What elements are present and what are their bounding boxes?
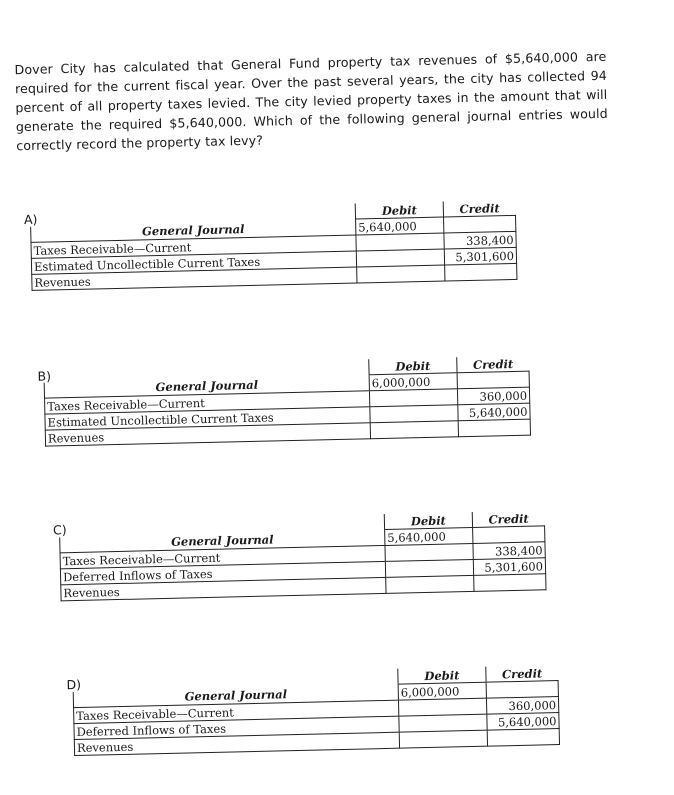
credit-cell: 360,000	[457, 387, 529, 405]
account-cell: Taxes Receivable—Current	[31, 235, 356, 258]
credit-cell: 5,301,600	[444, 247, 516, 265]
debit-cell: 5,640,000	[385, 527, 473, 545]
account-cell: Estimated Uncollectible Current Taxes	[45, 407, 370, 430]
journal-table	[72, 665, 560, 756]
account-cell: Revenues	[74, 732, 399, 755]
credit-cell: 5,640,000	[458, 403, 530, 421]
question-text: Dover City has calculated that General Fund property tax revenues of $5,640,000 are required for the current fiscal year. Over the past several years, the city has collected 94 percent of all property taxes levied. The city levied property taxes in the amount that will generate the required $5,640,000. Which of the following general journal entries would correctly record the property tax levy?	[14, 48, 608, 153]
journal-header: General Journal	[73, 684, 398, 707]
journal-table	[59, 510, 547, 601]
credit-cell: 338,400	[444, 231, 516, 249]
journal-header: General Journal	[31, 219, 356, 242]
account-cell: Taxes Receivable—Current	[45, 391, 370, 414]
account-cell: Deferred Inflows of Taxes	[74, 716, 399, 739]
credit-header: Credit	[457, 356, 529, 373]
account-cell: Estimated Uncollectible Current Taxes	[31, 251, 356, 274]
option-label: D)	[66, 676, 82, 693]
credit-cell: 5,640,000	[487, 713, 559, 731]
credit-header: Credit	[486, 665, 558, 682]
credit-header: Credit	[443, 200, 515, 217]
account-cell: Revenues	[32, 267, 357, 290]
credit-cell: 360,000	[486, 697, 558, 715]
journal-header: General Journal	[60, 529, 385, 552]
debit-header: Debit	[398, 667, 486, 684]
journal-table	[30, 200, 518, 291]
credit-cell	[444, 215, 516, 233]
option-label: B)	[37, 368, 52, 384]
option-label: A)	[23, 211, 38, 228]
credit-cell: 338,400	[473, 542, 545, 560]
debit-cell: 6,000,000	[398, 682, 486, 700]
credit-header: Credit	[472, 510, 544, 527]
option-label: C)	[52, 522, 67, 538]
account-cell: Deferred Inflows of Taxes	[60, 561, 385, 584]
account-cell: Taxes Receivable—Current	[74, 700, 399, 723]
account-cell: Revenues	[45, 423, 370, 446]
debit-header: Debit	[355, 202, 443, 219]
debit-cell: 6,000,000	[369, 373, 457, 391]
journal-header: General Journal	[44, 375, 369, 398]
credit-cell: 5,301,600	[473, 558, 545, 576]
debit-header: Debit	[369, 357, 457, 374]
debit-cell: 5,640,000	[356, 217, 444, 235]
debit-header: Debit	[384, 512, 472, 529]
journal-table	[43, 356, 531, 447]
account-cell: Revenues	[61, 577, 386, 600]
account-cell: Taxes Receivable—Current	[60, 545, 385, 568]
